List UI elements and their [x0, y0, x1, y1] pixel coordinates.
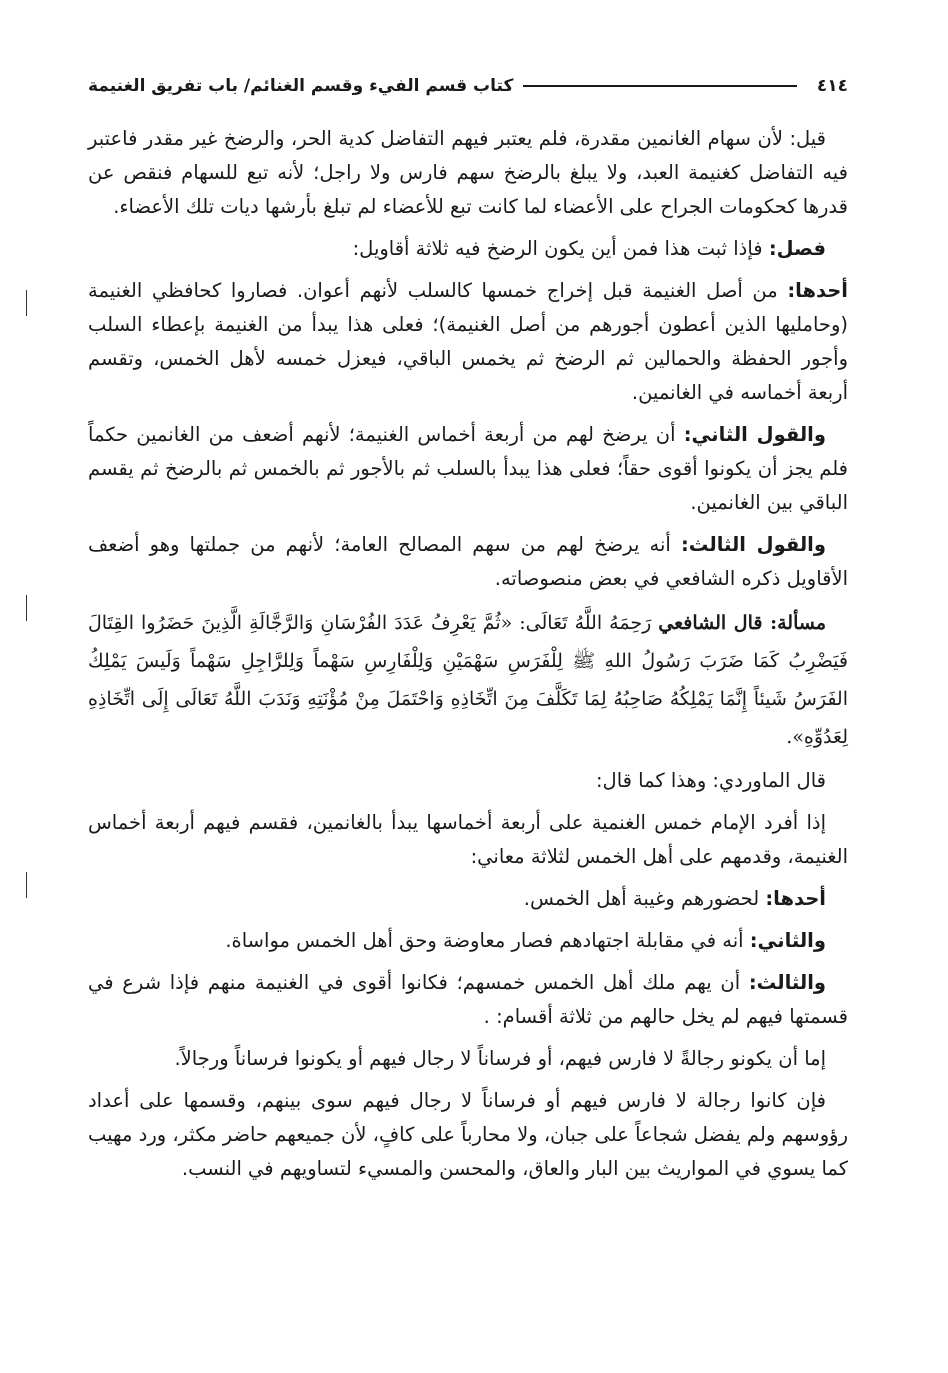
- paragraph: إما أن يكونو رجالةً لا فارس فيهم، أو فرساناً لا رجال فيهم أو يكونوا فرساناً ورجالاً.: [174, 1047, 826, 1070]
- masala-heading: مسألة: قال الشافعي: [658, 612, 826, 634]
- margin-mark-2: [26, 595, 27, 621]
- paragraph-opinion-2: والقول الثاني: أن يرضخ لهم من أربعة أخماس الغنيمة؛ لأنهم أضعف من الغانمين حكماً فلم يجز أن يكونوا أقوى حقاً؛ فعلى هذا يبدأ بالسلب ثم بالأجور ثم بالخمس ثم بالرضخ ثم يقسم الباقي بين الغانمين.: [88, 423, 848, 514]
- opinion-heading: والقول الثاني:: [683, 423, 826, 446]
- opinion-heading: أحدها:: [787, 279, 848, 302]
- page-number: ٤١٤: [816, 76, 848, 96]
- header-rule: [523, 85, 797, 87]
- paragraph-masala: [88, 604, 848, 756]
- margin-mark-3: [26, 872, 27, 898]
- running-title: كتاب قسم الفيء وقسم الغنائم/ باب تفريق الغنيمة: [88, 76, 514, 96]
- paragraph-section: فصل: فإذا ثبت هذا فمن أين يكون الرضخ فيه ثلاثة أقاويل:: [352, 237, 826, 260]
- reason-heading: والثالث:: [748, 971, 826, 994]
- quoted-text: رَحِمَهُ اللَّهُ تَعَالَى: «ثُمَّ يَعْرِفُ عَدَدَ الفُرْسَانِ وَالرَّجَّالَةِ الَّذِينَ حَضَرُوا القِتَالَ فَيَضْرِبُ كَمَا ضَرَبَ رَسُولُ اللهِ ﷺ لِلْفَرَسِ سَهْمَيْنِ وَلِلْفَارِسِ سَهْماً وَلِلرَّاجِلِ سَهْماً وَلَيسَ يَمْلِكُ الفَرَسُ شَيئاً إِنَّمَا يَمْلِكُهُ صَاحِبُهُ لِمَا تَكَلَّفَ مِنَ اتِّخَاذِهِ وَاحْتَمَلَ مِنْ مُؤْنَتِهِ وَنَدَبَ اللَّهُ تَعَالَى إِلَى اتِّخَاذِهِ لِعَدُوِّهِ».: [88, 612, 848, 748]
- paragraph: قيل: لأن سهام الغانمين مقدرة، فلم يعتبر فيهم التفاضل كدية الحر، والرضخ غير مقدر فاعتبر فيه التفاضل كغنيمة العبد، ولا يبلغ بالرضخ سهم فارس ولا راجل؛ لأنه تبع للسهام فنقص عن قدرها كحكومات الجراح على الأعضاء لما كانت تبع للأعضاء لم تبلغ بأرشها ديات تلك الأعضاء.: [88, 127, 848, 218]
- section-heading: فصل:: [768, 237, 826, 260]
- reason-heading: أحدها:: [765, 887, 826, 910]
- paragraph-opinion-3: والقول الثالث: أنه يرضخ لهم من سهم المصالح العامة؛ لأنهم من جملتها وهو أضعف الأقاويل ذكره الشافعي في بعض منصوصاته.: [88, 533, 848, 590]
- book-page: [88, 72, 848, 1194]
- paragraph: قال الماوردي: وهذا كما قال:: [595, 769, 826, 792]
- paragraph-opinion-1: أحدها: من أصل الغنيمة قبل إخراج خمسها كالسلب لأنهم أعوان. فصاروا كحافظي الغنيمة (وحامليها الذين أعطون أجورهم من أصل الغنيمة)؛ فعلى هذا يبدأ من الغنيمة بإعطاء السلب وأجور الحفظة والحمالين ثم الرضخ ثم يخمس الباقي، فيعزل خمسه لأهل الخمس، وتقسم أربعة أخماسه في الغانمين.: [88, 279, 848, 404]
- paragraph-reason-2: والثاني: أنه في مقابلة اجتهادهم فصار معاوضة وحق أهل الخمس مواساة.: [225, 929, 826, 952]
- reason-heading: والثاني:: [749, 929, 826, 952]
- page-header: [88, 72, 848, 100]
- paragraph-reason-3: والثالث: أن يهم ملك أهل الخمس خمسهم؛ فكانوا أقوى في الغنيمة منهم فإذا شرع في قسمتها فيهم لم يخل حالهم من ثلاثة أقسام: .: [88, 971, 848, 1028]
- paragraph-reason-1: أحدها: لحضورهم وغيبة أهل الخمس.: [523, 887, 826, 910]
- paragraph: فإن كانوا رجالة لا فارس فيهم أو فرساناً لا رجال فيهم سوى بينهم، وقسمها على أعداد رؤوسهم ولم يفضل شجاعاً على جبان، ولا محارباً على كافٍ، لأن جميعهم حاضر مكثر، ورد مهيب كما يسوي في المواريث بين البار والعاق، والمحسن والمسيء لتساويهم في النسب.: [88, 1089, 848, 1180]
- opinion-heading: والقول الثالث:: [680, 533, 826, 556]
- margin-mark-1: [26, 290, 27, 316]
- paragraph: إذا أفرد الإمام خمس الغنمية على أربعة أخماسها يبدأ بالغانمين، فقسم فيهم أربعة أخماس الغنيمة، وقدمهم على أهل الخمس لثلاثة معاني:: [88, 811, 848, 868]
